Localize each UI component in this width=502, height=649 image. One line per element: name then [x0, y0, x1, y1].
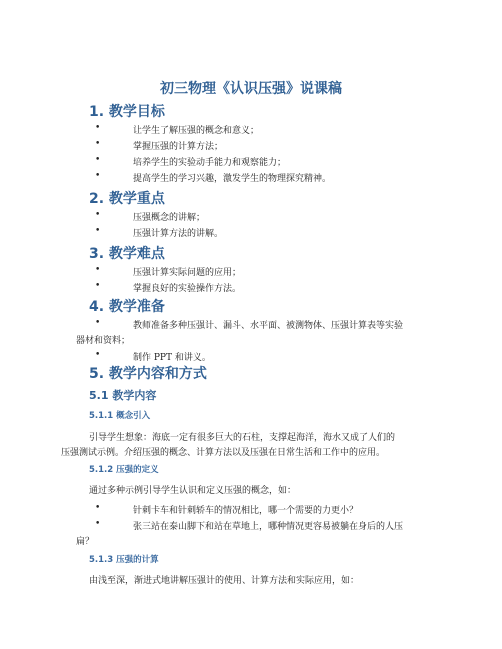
bullet-icon: •: [95, 171, 101, 181]
bullet-icon: •: [95, 123, 101, 133]
section-heading-preparation: 4. 教学准备: [89, 299, 165, 315]
subsection-heading-content: 5.1 教学内容: [89, 389, 157, 402]
bullet-icon: •: [95, 210, 101, 220]
paragraph-line: 由浅至深，渐进式地讲解压强计的使用、计算方法和实际应用，如：: [89, 576, 360, 586]
bullet-icon: •: [95, 155, 101, 165]
list-item-continuation: 器材和资料；: [76, 336, 131, 346]
subsubsection-heading-concept-intro: 5.1.1 概念引入: [89, 411, 151, 421]
section-heading-teaching-goals: 1. 教学目标: [89, 104, 165, 120]
bullet-icon: •: [95, 519, 101, 529]
document-title: 初三物理《认识压强》说课稿: [160, 81, 342, 97]
section-heading-difficulties: 3. 教学难点: [89, 246, 165, 262]
document-page: 初三物理《认识压强》说课稿 1. 教学目标 • 让学生了解压强的概念和意义； • 掌握压强的计算方法； • 培养学生的实验动手能力和观察能力； • 提高学生的学习兴趣，激发学生的物理探究精神。 2. 教学重点 • 压强概念的讲解； • 压强计算方法的讲解。 3. 教学难点 • 压强计算实际问题的应用； • 掌握良好的实验操作方法。 4. 教学准备 • 教师准备多种压强计、漏斗、水平面、被测物体、压强计算表等实验 器材和资料； • 制作 PPT 和讲义。 5. 教学内容和方式 5.1 教学内容 5.1.1 概念引入 引导学生想象：海底一定有很多巨大的石柱，支撑起海洋，海水又成了人们的 压强测试示例。介绍压强的概念、计算方法以及压强在日常生活和工作中的应用。 5.1.2 压强的定义 通过多种示例引导学生认识和定义压强的概念，如： • 针刺卡车和针刺轿车的情况相比，哪一个需要的力更小？ • 张三站在泰山脚下和站在草地上，哪种情况更容易被躺在身后的人压 扁？ 5.1.3 压强的计算 由浅至深，渐进式地讲解压强计的使用、计算方法和实际应用，如：: [0, 0, 502, 649]
bullet-icon: •: [95, 281, 101, 291]
bullet-icon: •: [95, 503, 101, 513]
bullet-icon: •: [95, 350, 101, 360]
paragraph-line: 压强测试示例。介绍压强的概念、计算方法以及压强在日常生活和工作中的应用。: [61, 448, 386, 458]
bullet-icon: •: [95, 139, 101, 149]
section-heading-key-points: 2. 教学重点: [89, 191, 165, 207]
paragraph-line: 通过多种示例引导学生认识和定义压强的概念，如：: [89, 486, 297, 496]
list-item-continuation: 扁？: [76, 537, 95, 547]
paragraph-line: 引导学生想象：海底一定有很多巨大的石柱，支撑起海洋，海水又成了人们的: [89, 433, 396, 443]
bullet-icon: •: [95, 265, 101, 275]
bullet-icon: •: [95, 226, 101, 236]
subsubsection-heading-calculation: 5.1.3 压强的计算: [89, 555, 159, 565]
bullet-icon: •: [95, 318, 101, 328]
subsubsection-heading-definition: 5.1.2 压强的定义: [89, 465, 159, 475]
section-heading-content-methods: 5. 教学内容和方式: [89, 366, 207, 382]
